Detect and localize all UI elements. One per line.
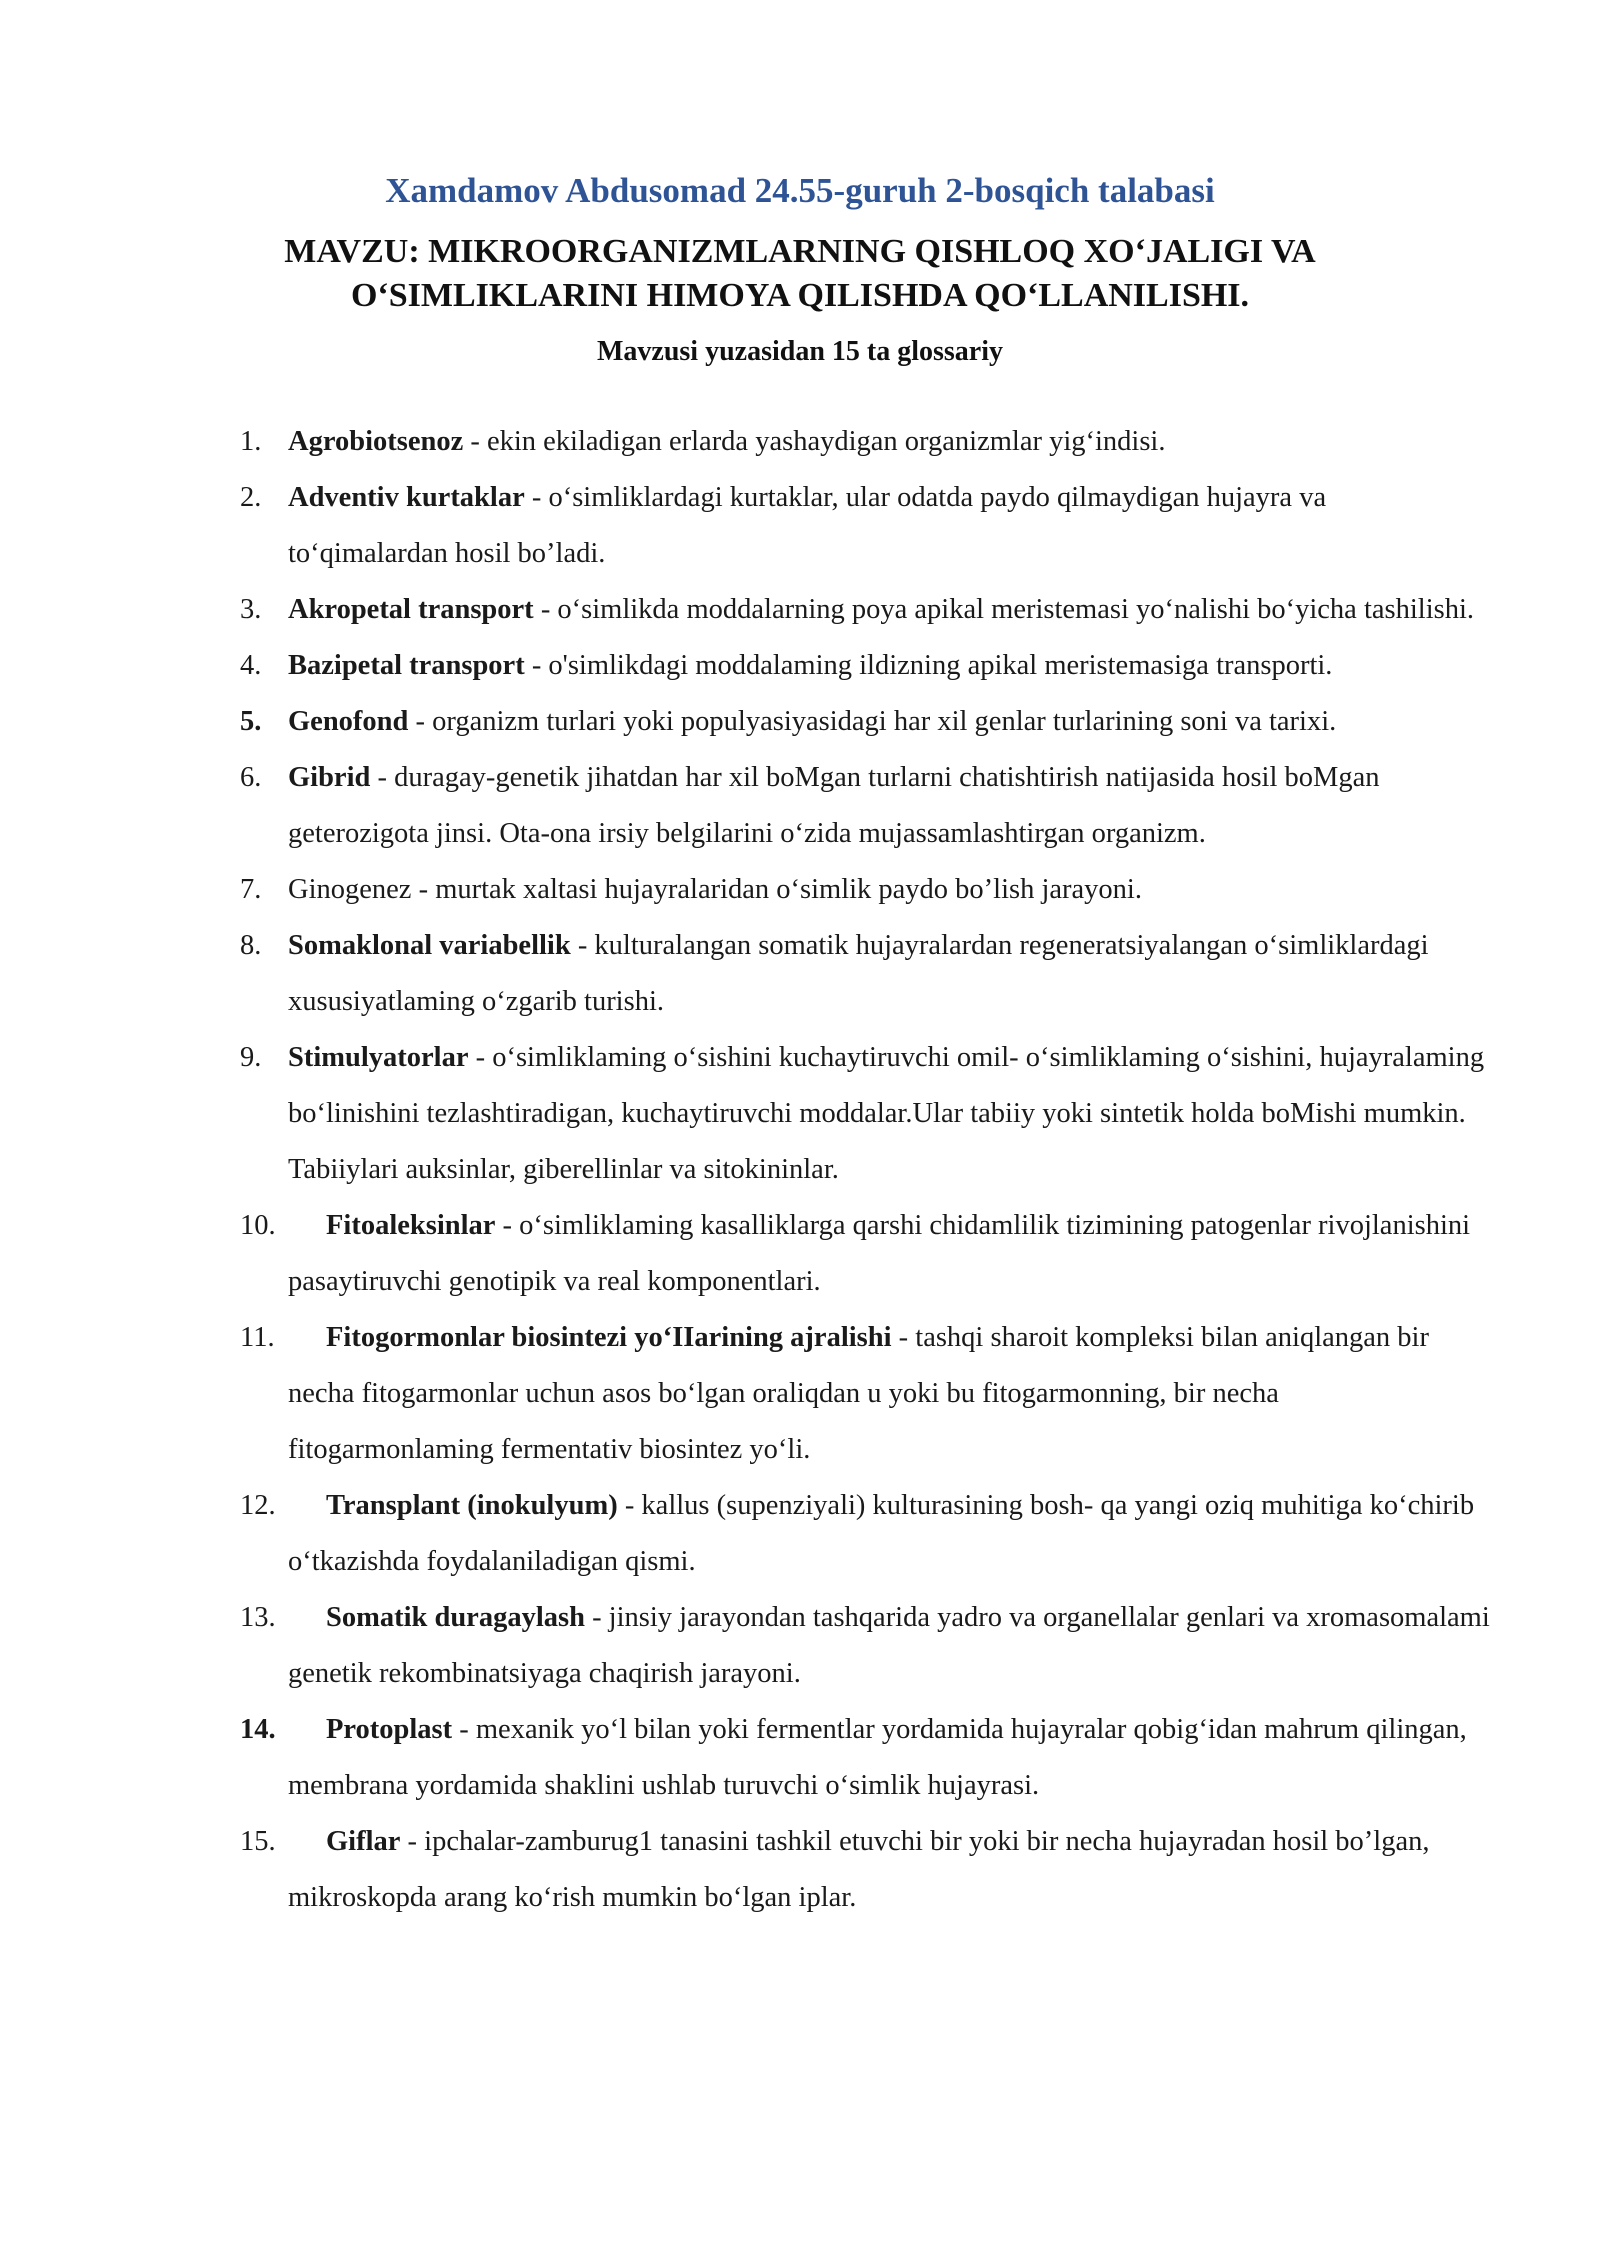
item-number: 10. [240, 1210, 276, 1241]
glossary-item [240, 1030, 1490, 1198]
topic-title: MAVZU: MIKROORGANIZMLARNING QISHLOQ XO‘JALIGI VA O‘SIMLIKLARINI HIMOYA QILISHDA QO‘LLANILISHI. [284, 233, 1316, 314]
item-definition: - o‘simliklaming o‘sishini kuchaytiruvchi omil- o‘simliklaming o‘sishini, hujayralaming bo‘linishini tezlashtiradigan, kuchaytiruvchi moddalar.Ular tabiiy yoki sintetik holda boMishi mumkin. Tabiiylari auksinlar, giberellinlar va sitokininlar. [288, 1042, 1485, 1185]
item-number: 4. [240, 650, 262, 681]
item-number: 5. [240, 706, 262, 737]
glossary-item [240, 470, 1490, 582]
glossary-subtitle: Mavzusi yuzasidan 15 ta glossariy [596, 336, 1004, 367]
item-term: Fitoaleksinlar [326, 1210, 496, 1241]
glossary-item [240, 1310, 1490, 1478]
item-number: 1. [240, 426, 262, 457]
glossary-item [240, 414, 1490, 470]
item-term: Giflar [326, 1826, 401, 1857]
item-definition: - kallus (supenziyali) kulturasining bosh- qa yangi oziq muhitiga ko‘chirib o‘tkazishda foydalaniladigan qismi. [288, 1490, 1475, 1577]
glossary-item [240, 638, 1490, 694]
item-term: Stimulyatorlar [288, 1042, 469, 1073]
item-number: 6. [240, 762, 262, 793]
item-definition: - kulturalangan somatik hujayralardan regeneratsiyalangan o‘simliklardagi xususiyatlaming o‘zgarib turishi. [288, 930, 1429, 1017]
item-term: Bazipetal transport [288, 650, 525, 681]
item-number: 14. [240, 1714, 276, 1745]
item-number: 12. [240, 1490, 276, 1521]
item-number: 3. [240, 594, 262, 625]
item-number: 15. [240, 1826, 276, 1857]
glossary-item [240, 1814, 1490, 1926]
item-term: Agrobiotsenoz [288, 426, 464, 457]
glossary-item [240, 1590, 1490, 1702]
item-definition: - organizm turlari yoki populyasiyasidagi har xil genlar turlarining soni va tarixi. [408, 706, 1337, 737]
glossary-item [240, 1198, 1490, 1310]
item-number: 9. [240, 1042, 262, 1073]
glossary-item [240, 918, 1490, 1030]
item-definition: - duragay-genetik jihatdan har xil boMgan turlarni chatishtirish natijasida hosil boMgan geterozigota jinsi. Ota-ona irsiy belgilarini o‘zida mujassamlashtirgan organizm. [288, 762, 1380, 849]
item-number: 2. [240, 482, 262, 513]
glossary-item [240, 750, 1490, 862]
item-term: Akropetal transport [288, 594, 534, 625]
item-number: 7. [240, 874, 262, 905]
item-term: Transplant (inokulyum) [326, 1490, 618, 1521]
glossary-item [240, 1702, 1490, 1814]
item-definition: - o'simlikdagi moddalaming ildizning apikal meristemasiga transporti. [524, 650, 1333, 681]
item-definition: - jinsiy jarayondan tashqarida yadro va organellalar genlari va xromasomalami genetik rekombinatsiyaga chaqirish jarayoni. [288, 1602, 1490, 1689]
item-term: Fitogormonlar biosintezi yo‘IIarining ajralishi [326, 1322, 892, 1353]
glossary-item [240, 694, 1490, 750]
item-definition: - ipchalar-zamburug1 tanasini tashkil etuvchi bir yoki bir necha hujayradan hosil bo’lgan, mikroskopda arang ko‘rish mumkin bo‘lgan iplar. [288, 1826, 1430, 1913]
item-definition: - mexanik yo‘l bilan yoki fermentlar yordamida hujayralar qobig‘idan mahrum qilingan, membrana yordamida shaklini ushlab turuvchi o‘simlik hujayrasi. [288, 1714, 1467, 1801]
item-number: 8. [240, 930, 262, 961]
item-term: Gibrid [288, 762, 371, 793]
author-line: Xamdamov Abdusomad 24.55-guruh 2-bosqich talabasi [385, 171, 1215, 210]
glossary-item [240, 862, 1490, 918]
item-definition: - o‘simlikda moddalarning poya apikal meristemasi yo‘nalishi bo‘yicha tashilishi. [533, 594, 1474, 625]
glossary-item [240, 1478, 1490, 1590]
item-term: Somaklonal variabellik [288, 930, 571, 961]
item-definition: - o‘simliklaming kasalliklarga qarshi chidamlilik tizimining patogenlar rivojlanishini pasaytiruvchi genotipik va real komponentlari. [288, 1210, 1471, 1297]
item-definition: - o‘simliklardagi kurtaklar, ular odatda paydo qilmaydigan hujayra va to‘qimalardan hosil bo’ladi. [288, 482, 1327, 569]
item-term: Adventiv kurtaklar [288, 482, 525, 513]
item-definition: - ekin ekiladigan erlarda yashaydigan organizmlar yig‘indisi. [463, 426, 1166, 457]
item-number: 11. [240, 1322, 275, 1353]
item-term: Protoplast [326, 1714, 453, 1745]
item-term: Genofond [288, 706, 409, 737]
glossary-list [240, 414, 1490, 1926]
item-definition: - tashqi sharoit kompleksi bilan aniqlangan bir necha fitogarmonlar uchun asos bo‘lgan oraliqdan u yoki bu fitogarmonning, bir necha fitogarmonlaming fermentativ biosintez yo‘li. [288, 1322, 1429, 1465]
item-definition: Ginogenez - murtak xaltasi hujayralaridan o‘simlik paydo bo’lish jarayoni. [288, 874, 1142, 905]
item-term: Somatik duragaylash [326, 1602, 585, 1633]
glossary-item [240, 582, 1490, 638]
item-number: 13. [240, 1602, 276, 1633]
